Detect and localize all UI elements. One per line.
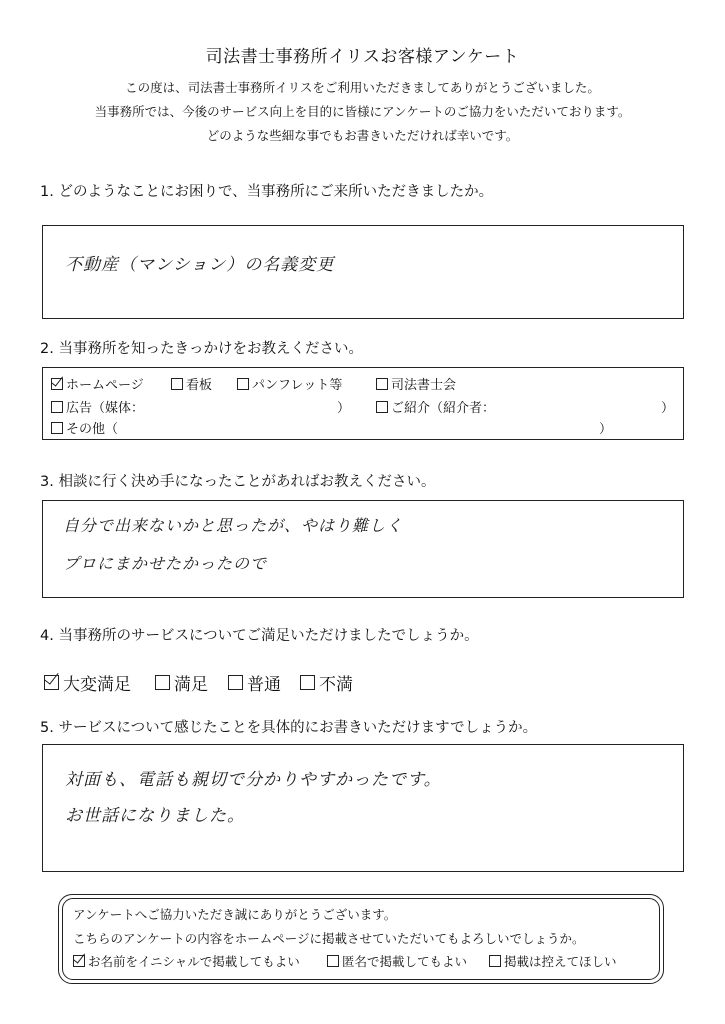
option-homepage[interactable] <box>51 374 144 393</box>
checkbox-icon[interactable] <box>376 401 388 413</box>
checkbox-icon[interactable] <box>376 378 388 390</box>
option-refuse[interactable] <box>489 952 617 970</box>
intro-line-1: この度は、司法書士事務所イリスをご利用いただきましてありがとうございました。 <box>125 80 600 95</box>
footer-thanks: アンケートへご協力いただき誠にありがとうございます。 <box>73 907 397 922</box>
option-label: お名前をイニシャルで掲載してもよい <box>88 954 300 969</box>
option-label: 匿名で掲載してもよい <box>342 954 468 969</box>
answer-5-line-2: お世話になりました。 <box>65 806 245 826</box>
option-label: ホームページ <box>66 378 144 393</box>
answer-3-line-1: 自分で出来ないかと思ったが、やはり難しく <box>63 516 404 535</box>
option-ad[interactable] <box>51 397 144 416</box>
option-anonymous[interactable] <box>327 952 467 970</box>
question-3: 3. 相談に行く決め手になったことがあればお教えください。 <box>40 474 436 490</box>
page-title: 司法書士事務所イリスお客様アンケート <box>205 47 520 67</box>
checkbox-checked-icon[interactable] <box>73 955 85 967</box>
option-label: 広告（媒体： <box>66 401 145 416</box>
option-satisfied[interactable] <box>155 670 208 695</box>
checkbox-icon[interactable] <box>228 675 243 690</box>
answer-box-3[interactable] <box>42 500 684 598</box>
intro-line-2: 当事務所では、今後のサービス向上を目的に皆様にアンケートのご協力をいただいております。 <box>94 104 631 119</box>
checkbox-icon[interactable] <box>327 955 339 967</box>
checkbox-icon[interactable] <box>300 675 315 690</box>
option-normal[interactable] <box>228 670 281 695</box>
option-association[interactable] <box>376 374 456 393</box>
answer-3-line-2: プロにまかせたかったので <box>63 554 268 573</box>
checkbox-icon[interactable] <box>155 675 170 690</box>
checkbox-icon[interactable] <box>237 378 249 390</box>
question-4: 4. 当事務所のサービスについてご満足いただけましたでしょうか。 <box>40 628 479 644</box>
question-5: 5. サービスについて感じたことを具体的にお書きいただけますでしょうか。 <box>40 720 538 736</box>
option-other[interactable] <box>51 418 118 437</box>
answer-5-line-1: 対面も、電話も親切で分かりやすかったです。 <box>65 770 442 790</box>
options-box-2 <box>42 367 684 440</box>
option-unsatisfied[interactable] <box>300 670 353 695</box>
publication-consent-box <box>58 894 664 984</box>
option-very-satisfied[interactable] <box>44 670 131 695</box>
checkbox-icon[interactable] <box>51 401 63 413</box>
option-referral[interactable] <box>376 397 495 416</box>
option-ad-close: ） <box>337 401 351 416</box>
option-pamphlet[interactable] <box>237 374 342 393</box>
question-1: 1. どのようなことにお困りで、当事務所にご来所いただきましたか。 <box>40 184 494 200</box>
option-label: 司法書士会 <box>391 378 457 393</box>
checkbox-icon[interactable] <box>51 422 63 434</box>
option-label: 満足 <box>174 675 208 695</box>
answer-box-1[interactable] <box>42 225 684 319</box>
option-label: その他（ <box>66 422 119 437</box>
question-2: 2. 当事務所を知ったきっかけをお教えください。 <box>40 341 363 357</box>
option-label: ご紹介（紹介者： <box>391 401 496 416</box>
option-referral-close: ） <box>661 401 675 416</box>
option-signboard[interactable] <box>171 374 212 393</box>
option-label: 大変満足 <box>63 675 131 695</box>
option-label: 看板 <box>186 378 213 393</box>
intro-line-3: どのような些細な事でもお書きいただければ幸いです。 <box>206 128 519 143</box>
answer-box-5[interactable] <box>42 744 684 872</box>
option-other-close: ） <box>599 422 613 437</box>
checkbox-checked-icon[interactable] <box>51 378 63 390</box>
checkbox-icon[interactable] <box>489 955 501 967</box>
option-label: 普通 <box>247 675 281 695</box>
option-label: 不満 <box>319 675 353 695</box>
option-initial[interactable] <box>73 952 300 970</box>
answer-1-text: 不動産（マンション）の名義変更 <box>65 255 335 275</box>
footer-request: こちらのアンケートの内容をホームページに掲載させていただいてもよろしいでしょうか。 <box>73 931 585 946</box>
checkbox-icon[interactable] <box>171 378 183 390</box>
option-label: 掲載は控えてほしい <box>504 954 617 969</box>
checkbox-checked-icon[interactable] <box>44 675 59 690</box>
option-label: パンフレット等 <box>252 378 343 393</box>
